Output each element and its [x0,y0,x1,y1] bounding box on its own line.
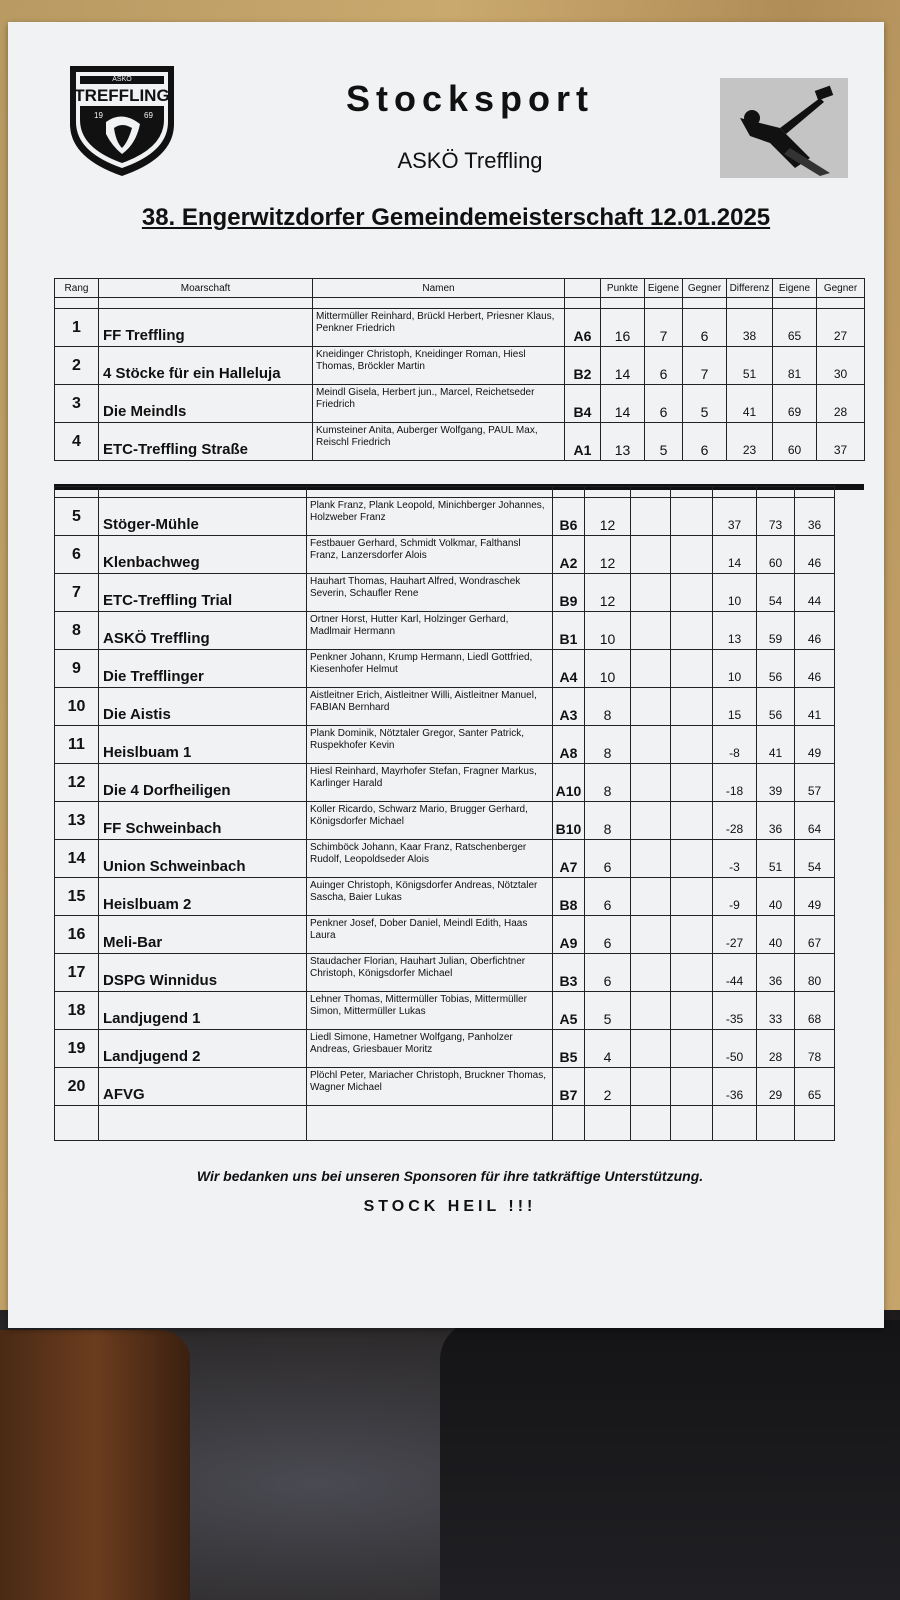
eigene-total-cell: 40 [757,878,795,916]
table-row [55,423,865,461]
differenz-cell: -8 [713,726,757,764]
gegner-total-cell: 41 [795,688,835,726]
names-cell: Hiesl Reinhard, Mayrhofer Stefan, Fragner Markus, Karlinger Harald [307,764,553,802]
eigene-total-cell: 56 [757,650,795,688]
eigene-total-cell: 39 [757,764,795,802]
table-row [55,840,835,878]
rank-cell: 12 [55,764,99,802]
differenz-cell: 41 [727,385,773,423]
top-results-table [54,278,865,461]
names-cell: Hauhart Thomas, Hauhart Alfred, Wondraschek Severin, Schaufler Rene [307,574,553,612]
rank-cell: 11 [55,726,99,764]
team-cell: AFVG [99,1068,307,1106]
team-cell: 4 Stöcke für ein Halleluja [99,347,313,385]
team-cell: Die Aistis [99,688,307,726]
chair-background [0,1330,190,1600]
lane-code-cell: A4 [553,650,585,688]
lane-code-cell: B8 [553,878,585,916]
punkte-cell: 6 [585,954,631,992]
lane-code-cell: B2 [565,347,601,385]
team-cell: Landjugend 1 [99,992,307,1030]
gegner-cell: 7 [683,347,727,385]
names-cell: Liedl Simone, Hametner Wolfgang, Panholzer Andreas, Griesbauer Moritz [307,1030,553,1068]
differenz-cell: 14 [713,536,757,574]
names-cell: Plöchl Peter, Mariacher Christoph, Bruckner Thomas, Wagner Michael [307,1068,553,1106]
differenz-cell: -36 [713,1068,757,1106]
punkte-cell: 16 [601,309,645,347]
team-cell: Stöger-Mühle [99,498,307,536]
col-moarschaft: Moarschaft [99,279,313,298]
lane-code-cell: B7 [553,1068,585,1106]
stock-heil: STOCK HEIL !!! [363,1198,537,1215]
names-cell: Kneidinger Christoph, Kneidinger Roman, Hiesl Thomas, Bröckler Martin [313,347,565,385]
svg-text:19: 19 [94,111,103,120]
differenz-cell: 38 [727,309,773,347]
punkte-cell: 8 [585,688,631,726]
lane-code-cell: A6 [565,309,601,347]
punkte-cell: 14 [601,385,645,423]
eigene-cell: 7 [645,309,683,347]
eigene-total-cell: 81 [773,347,817,385]
team-cell: ETC-Treffling Trial [99,574,307,612]
differenz-cell: 51 [727,347,773,385]
table-row [55,688,835,726]
lane-code-cell: B3 [553,954,585,992]
names-cell: Staudacher Florian, Hauhart Julian, Oberfichtner Christoph, Königsdorfer Michael [307,954,553,992]
differenz-cell: 37 [713,498,757,536]
names-cell: Festbauer Gerhard, Schmidt Volkmar, Falthansl Franz, Lanzersdorfer Alois [307,536,553,574]
lane-code-cell: A9 [553,916,585,954]
differenz-cell: -44 [713,954,757,992]
page-title: Stocksport [345,78,595,119]
team-cell: Klenbachweg [99,536,307,574]
lane-code-cell: A7 [553,840,585,878]
names-cell: Mittermüller Reinhard, Brückl Herbert, Priesner Klaus, Penkner Friedrich [313,309,565,347]
differenz-cell: -27 [713,916,757,954]
table-row [55,1068,835,1106]
eigene-total-cell: 59 [757,612,795,650]
gegner-total-cell: 27 [817,309,865,347]
team-cell: Landjugend 2 [99,1030,307,1068]
lane-code-cell: B6 [553,498,585,536]
table-row [55,916,835,954]
col-differenz: Differenz [727,279,773,298]
eigene-total-cell: 69 [773,385,817,423]
team-cell: Heislbuam 2 [99,878,307,916]
eigene-total-cell: 65 [773,309,817,347]
table-row [55,1030,835,1068]
punkte-cell: 6 [585,840,631,878]
col-rang: Rang [55,279,99,298]
rank-cell: 20 [55,1068,99,1106]
eigene-total-cell: 36 [757,802,795,840]
rank-cell: 10 [55,688,99,726]
lane-code-cell: B4 [565,385,601,423]
punkte-cell: 5 [585,992,631,1030]
names-cell: Auinger Christoph, Königsdorfer Andreas, Nötztaler Sascha, Baier Lukas [307,878,553,916]
stocksport-player-image [720,78,848,178]
differenz-cell: 10 [713,574,757,612]
lane-code-cell: A3 [553,688,585,726]
eigene-total-cell: 51 [757,840,795,878]
rank-cell: 18 [55,992,99,1030]
team-cell: Heislbuam 1 [99,726,307,764]
gegner-total-cell: 57 [795,764,835,802]
differenz-cell: 13 [713,612,757,650]
punkte-cell: 12 [585,536,631,574]
gegner-total-cell: 54 [795,840,835,878]
lane-code-cell: A5 [553,992,585,1030]
names-cell: Lehner Thomas, Mittermüller Tobias, Mittermüller Simon, Mittermüller Lukas [307,992,553,1030]
names-cell: Aistleitner Erich, Aistleitner Willi, Aistleitner Manuel, FABIAN Bernhard [307,688,553,726]
punkte-cell: 6 [585,916,631,954]
table-row [55,574,835,612]
punkte-cell: 2 [585,1068,631,1106]
eigene-total-cell: 54 [757,574,795,612]
rank-cell: 1 [55,309,99,347]
table-row [55,764,835,802]
table-row [55,536,835,574]
differenz-cell: 10 [713,650,757,688]
differenz-cell: -28 [713,802,757,840]
eigene-total-cell: 40 [757,916,795,954]
gegner-cell: 5 [683,385,727,423]
differenz-cell: -18 [713,764,757,802]
lane-code-cell: B1 [553,612,585,650]
team-cell: Union Schweinbach [99,840,307,878]
punkte-cell: 10 [585,612,631,650]
gegner-cell: 6 [683,423,727,461]
team-cell: FF Schweinbach [99,802,307,840]
names-cell: Schimböck Johann, Kaar Franz, Ratschenberger Rudolf, Leopoldseder Alois [307,840,553,878]
gegner-total-cell: 65 [795,1068,835,1106]
gegner-total-cell: 64 [795,802,835,840]
rank-cell: 17 [55,954,99,992]
col-eigene2: Eigene [773,279,817,298]
rank-cell: 19 [55,1030,99,1068]
eigene-total-cell: 56 [757,688,795,726]
rank-cell: 2 [55,347,99,385]
lane-code-cell: A8 [553,726,585,764]
team-cell: Die Trefflinger [99,650,307,688]
gegner-total-cell: 46 [795,536,835,574]
sponsor-thanks: Wir bedanken uns bei unseren Sponsoren für ihre tatkräftige Unterstützung. [196,1168,704,1184]
eigene-total-cell: 73 [757,498,795,536]
rank-cell: 15 [55,878,99,916]
punkte-cell: 8 [585,726,631,764]
col-eigene: Eigene [645,279,683,298]
svg-text:TREFFLING: TREFFLING [74,86,170,105]
names-cell: Plank Franz, Plank Leopold, Minichberger Johannes, Holzweber Franz [307,498,553,536]
differenz-cell: -50 [713,1030,757,1068]
names-cell: Penkner Josef, Dober Daniel, Meindl Edith, Haas Laura [307,916,553,954]
col-gegner: Gegner [683,279,727,298]
eigene-total-cell: 29 [757,1068,795,1106]
punkte-cell: 8 [585,802,631,840]
gegner-total-cell: 49 [795,878,835,916]
event-heading: 38. Engerwitzdorfer Gemeindemeisterschaft 12.01.2025 [141,204,771,231]
rank-cell: 16 [55,916,99,954]
svg-text:ASKÖ: ASKÖ [112,76,132,83]
table-row [55,954,835,992]
differenz-cell: -9 [713,878,757,916]
col-gegner2: Gegner [817,279,865,298]
team-cell: DSPG Winnidus [99,954,307,992]
results-table [54,486,835,1141]
team-cell: ASKÖ Treffling [99,612,307,650]
table-row [55,802,835,840]
rank-cell: 13 [55,802,99,840]
leg-background [440,1320,900,1600]
eigene-total-cell: 60 [757,536,795,574]
gegner-total-cell: 28 [817,385,865,423]
punkte-cell: 13 [601,423,645,461]
eigene-total-cell: 36 [757,954,795,992]
table-row [55,309,865,347]
punkte-cell: 8 [585,764,631,802]
differenz-cell: -3 [713,840,757,878]
punkte-cell: 4 [585,1030,631,1068]
club-name: ASKÖ Treffling [397,148,543,173]
gegner-total-cell: 46 [795,650,835,688]
team-cell: Die Meindls [99,385,313,423]
table-row [55,726,835,764]
table-row [55,498,835,536]
rank-cell: 4 [55,423,99,461]
names-cell: Koller Ricardo, Schwarz Mario, Brugger Gerhard, Königsdorfer Michael [307,802,553,840]
lane-code-cell: A2 [553,536,585,574]
names-cell: Ortner Horst, Hutter Karl, Holzinger Gerhard, Madlmair Hermann [307,612,553,650]
rank-cell: 9 [55,650,99,688]
gegner-total-cell: 44 [795,574,835,612]
gegner-total-cell: 80 [795,954,835,992]
lane-code-cell: A10 [553,764,585,802]
lane-code-cell: B5 [553,1030,585,1068]
punkte-cell: 6 [585,878,631,916]
differenz-cell: 23 [727,423,773,461]
col-namen: Namen [313,279,565,298]
team-cell: Meli-Bar [99,916,307,954]
gegner-total-cell: 46 [795,612,835,650]
table-row [55,612,835,650]
eigene-total-cell: 33 [757,992,795,1030]
eigene-total-cell: 41 [757,726,795,764]
table-row [55,385,865,423]
eigene-total-cell: 60 [773,423,817,461]
names-cell: Meindl Gisela, Herbert jun., Marcel, Reichetseder Friedrich [313,385,565,423]
gegner-total-cell: 78 [795,1030,835,1068]
table-row [55,992,835,1030]
rank-cell: 3 [55,385,99,423]
differenz-cell: -35 [713,992,757,1030]
lane-code-cell: B9 [553,574,585,612]
table-header-row [55,279,865,298]
lane-code-cell: B10 [553,802,585,840]
punkte-cell: 10 [585,650,631,688]
gegner-cell: 6 [683,309,727,347]
treffling-shield-logo [66,62,178,180]
svg-text:69: 69 [144,111,153,120]
names-cell: Plank Dominik, Nötztaler Gregor, Santer Patrick, Ruspekhofer Kevin [307,726,553,764]
rank-cell: 6 [55,536,99,574]
eigene-cell: 5 [645,423,683,461]
table-row [55,347,865,385]
team-cell: ETC-Treffling Straße [99,423,313,461]
rank-cell: 5 [55,498,99,536]
gegner-total-cell: 37 [817,423,865,461]
punkte-cell: 14 [601,347,645,385]
eigene-cell: 6 [645,347,683,385]
punkte-cell: 12 [585,574,631,612]
rank-cell: 7 [55,574,99,612]
empty-row [55,1106,835,1141]
gegner-total-cell: 68 [795,992,835,1030]
differenz-cell: 15 [713,688,757,726]
table-row [55,878,835,916]
table-row [55,650,835,688]
col-punkte: Punkte [601,279,645,298]
rank-cell: 8 [55,612,99,650]
gegner-total-cell: 49 [795,726,835,764]
names-cell: Kumsteiner Anita, Auberger Wolfgang, PAUL Max, Reischl Friedrich [313,423,565,461]
team-cell: Die 4 Dorfheiligen [99,764,307,802]
gegner-total-cell: 36 [795,498,835,536]
gegner-total-cell: 30 [817,347,865,385]
gegner-total-cell: 67 [795,916,835,954]
punkte-cell: 12 [585,498,631,536]
eigene-cell: 6 [645,385,683,423]
lane-code-cell: A1 [565,423,601,461]
names-cell: Penkner Johann, Krump Hermann, Liedl Gottfried, Kiesenhofer Helmut [307,650,553,688]
rank-cell: 14 [55,840,99,878]
eigene-total-cell: 28 [757,1030,795,1068]
team-cell: FF Treffling [99,309,313,347]
